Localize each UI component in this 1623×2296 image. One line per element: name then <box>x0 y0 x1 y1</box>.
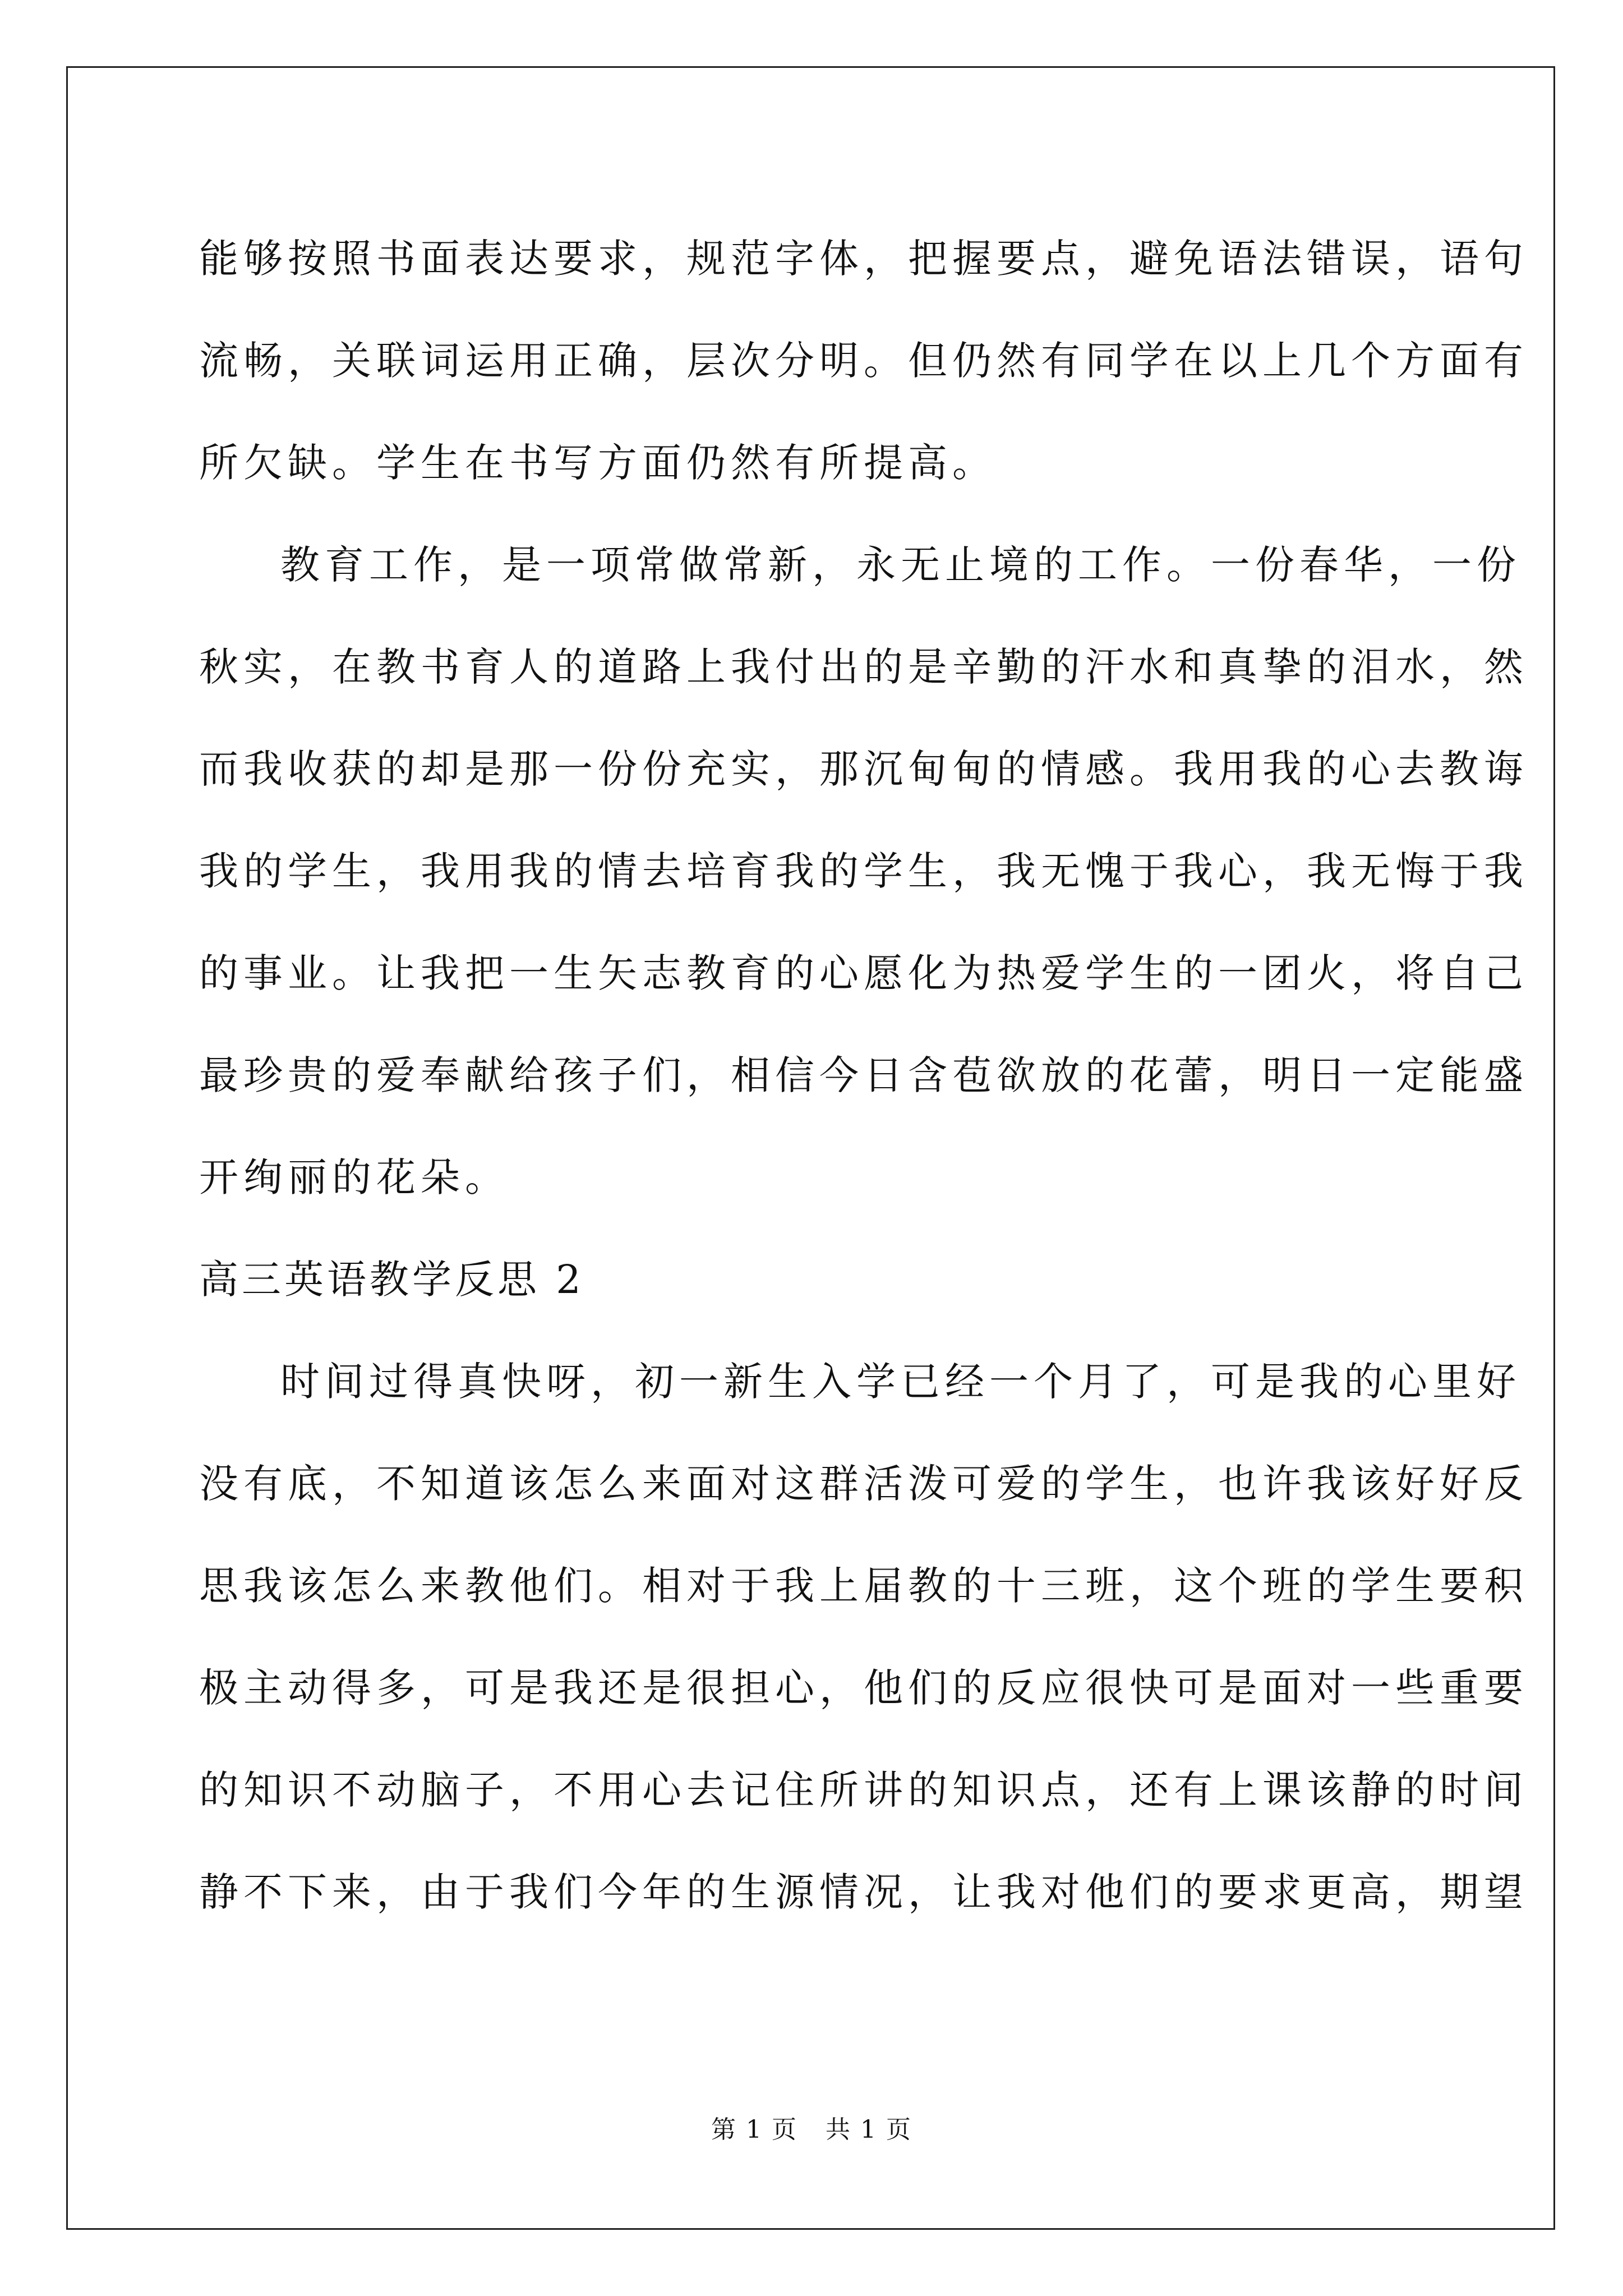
body-line: 能够按照书面表达要求，规范字体，把握要点，避免语法错误，语句 <box>199 236 1528 282</box>
body-line: 而我收获的却是那一份份充实，那沉甸甸的情感。我用我的心去教诲 <box>199 746 1528 792</box>
body-line: 静不下来，由于我们今年的生源情况，让我对他们的要求更高，期望 <box>199 1869 1528 1915</box>
body-line: 时间过得真快呀，初一新生入学已经一个月了，可是我的心里好 <box>280 1359 1521 1405</box>
body-line: 我的学生，我用我的情去培育我的学生，我无愧于我心，我无悔于我 <box>199 848 1528 894</box>
body-line: 没有底，不知道该怎么来面对这群活泼可爱的学生，也许我该好好反 <box>199 1461 1528 1507</box>
body-line: 的事业。让我把一生矢志教育的心愿化为热爱学生的一团火，将自己 <box>199 950 1528 996</box>
body-line: 思我该怎么来教他们。相对于我上届教的十三班，这个班的学生要积 <box>199 1563 1528 1609</box>
page-number-current: 第 1 页 <box>711 2115 797 2144</box>
document-body <box>199 208 1528 1943</box>
body-line: 秋实，在教书育人的道路上我付出的是辛勤的汗水和真挚的泪水，然 <box>199 644 1528 690</box>
body-line: 流畅，关联词运用正确，层次分明。但仍然有同学在以上几个方面有 <box>199 338 1528 384</box>
body-line: 的知识不动脑子，不用心去记住所讲的知识点，还有上课该静的时间 <box>199 1767 1528 1813</box>
body-line: 极主动得多，可是我还是很担心，他们的反应很快可是面对一些重要 <box>199 1665 1528 1711</box>
body-line: 所欠缺。学生在书写方面仍然有所提高。 <box>199 440 997 486</box>
body-line: 教育工作，是一项常做常新，永无止境的工作。一份春华，一份 <box>280 542 1521 588</box>
page-footer <box>0 2109 1623 2145</box>
page-number-total: 共 1 页 <box>826 2115 912 2144</box>
body-line: 最珍贵的爱奉献给孩子们，相信今日含苞欲放的花蕾，明日一定能盛 <box>199 1052 1528 1098</box>
section-heading: 高三英语教学反思 2 <box>199 1257 584 1303</box>
body-line: 开绚丽的花朵。 <box>199 1154 509 1200</box>
